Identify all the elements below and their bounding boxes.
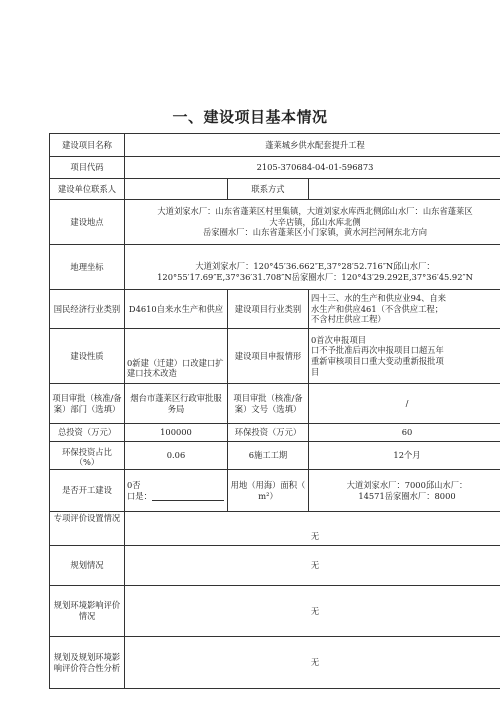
project-industry-line: 水生产和供应461（不含供应工程； — [311, 303, 443, 314]
planning-eia-compliance-label-line: 规划及规划环境影 — [53, 651, 121, 662]
approval-dept-label-line: 项目审批（核准/备 — [52, 392, 122, 403]
contact-value — [125, 179, 228, 200]
table-row — [50, 200, 500, 245]
location-line: 岳家圈水厂：山东省蓬莱区小门家镇，黄水河拦河闸东北方向 — [202, 227, 428, 238]
approval-doc-label — [228, 384, 309, 424]
planning-eia-label — [50, 586, 125, 637]
filing-type-value — [309, 329, 500, 384]
nature-line: 0新建（迁建）口改建口扩 — [127, 357, 224, 368]
table-row — [50, 470, 500, 512]
env-investment-value: 60 — [309, 424, 500, 442]
filing-type-line: 重新审核项目口重大变动重新报批项 — [311, 356, 444, 366]
project-industry-label: 建设项目行业类别 — [228, 290, 309, 329]
industry-value: D4610自来水生产和供应 — [125, 290, 228, 329]
started-yes: 口是： — [127, 490, 152, 501]
special-eval-value: 无 — [125, 512, 500, 546]
table-row — [50, 442, 500, 470]
land-area-line: 14571岳家圈水厂：8000 — [358, 490, 456, 501]
filing-type-line: 目 — [311, 366, 320, 377]
filing-type-line: 0首次申报项目 — [311, 334, 367, 345]
table-row — [50, 546, 500, 586]
industry-label: 国民经济行业类别 — [50, 290, 125, 329]
table-row — [50, 384, 500, 424]
env-investment-label: 环保投资（万元） — [228, 424, 309, 442]
construction-period-value: 12个月 — [309, 442, 500, 470]
planning-eia-label-line: 规划环境影响评价 — [53, 600, 121, 611]
contact-method-value — [309, 179, 500, 200]
planning-eia-label-line: 情况 — [78, 611, 96, 621]
planning-eia-value: 无 — [125, 586, 500, 637]
total-investment-value: 100000 — [125, 424, 228, 442]
started-value — [125, 470, 228, 512]
filing-type-label: 建设项目申报情形 — [228, 329, 309, 384]
table-row — [50, 329, 500, 384]
planning-label: 规划情况 — [50, 546, 125, 586]
approval-dept-label-line: 案）部门（选填） — [53, 403, 121, 414]
location-line: 大道刘家水厂：山东省蓬莱区村里集镇，大道刘家水库西北侧邱山水厂：山东省蓬莱区 — [157, 206, 473, 217]
table-row — [50, 586, 500, 637]
table-row — [50, 179, 500, 200]
construction-period-label: 6施工工期 — [228, 442, 309, 470]
table-row — [50, 424, 500, 442]
planning-eia-compliance-label-line: 响评价符合性分析 — [53, 662, 121, 673]
contact-method-label: 联系方式 — [228, 179, 309, 200]
nature-line: 建口技术改造 — [127, 368, 177, 379]
env-ratio-value: 0.06 — [125, 442, 228, 470]
approval-dept-line: 烟台市蓬莱区行政审批服 — [130, 392, 222, 403]
location-line: 大辛店镇，邱山水库北侧 — [269, 216, 361, 227]
coords-line: 120°55′17.69″E,37°36′31.708″N岳家圈水厂：120°43′29.292E,37°36′45.92″N — [157, 271, 473, 282]
project-industry-value — [309, 290, 500, 329]
approval-dept-value — [125, 384, 228, 424]
coords-label: 地理坐标 — [50, 245, 125, 290]
table-row — [50, 157, 500, 179]
filing-type-line: 口不予批准后再次申报项目口超五年 — [311, 345, 444, 356]
approval-doc-label-line: 项目审批（核准/备 — [233, 392, 303, 403]
project-industry-line: 四十三、水的生产和供应业94、自来 — [311, 293, 447, 304]
contact-label: 建设单位联系人 — [50, 179, 125, 200]
project-name-value: 蓬莱城乡供水配套提升工程 — [125, 134, 500, 157]
coords-value — [125, 245, 500, 290]
nature-label: 建设性质 — [50, 329, 125, 384]
started-yes-blank — [152, 492, 224, 501]
approval-doc-value: / — [309, 384, 500, 424]
approval-dept-label — [50, 384, 125, 424]
table-row — [50, 512, 500, 546]
location-value — [125, 200, 500, 245]
land-area-label — [228, 470, 309, 512]
coords-line: 大道刘家水厂：120°45′36.662″E,37°28′52.716″N邱山水厂： — [195, 260, 435, 271]
planning-eia-compliance-label — [50, 637, 125, 689]
land-area-value — [309, 470, 500, 512]
project-name-label: 建设项目名称 — [50, 134, 125, 157]
started-label: 是否开工建设 — [50, 470, 125, 512]
project-info-table — [49, 133, 500, 689]
table-row — [50, 290, 500, 329]
project-industry-line: 不含村庄供应工程） — [311, 314, 386, 325]
table-row — [50, 637, 500, 689]
planning-eia-compliance-value: 无 — [125, 637, 500, 689]
special-eval-label: 专项评价设置情况 — [50, 512, 125, 546]
env-ratio-label: 环保投资占比（%） — [50, 442, 125, 470]
nature-value — [125, 329, 228, 384]
total-investment-label: 总投资（万元） — [50, 424, 125, 442]
project-code-label: 项目代码 — [50, 157, 125, 179]
project-code-value: 2105-370684-04-01-596873 — [125, 157, 500, 179]
approval-dept-line: 务局 — [167, 403, 185, 414]
approval-doc-label-line: 案）文号（选填） — [234, 403, 302, 414]
land-area-label-line: m²） — [258, 490, 278, 501]
page-title: 一、建设项目基本情况 — [172, 108, 328, 126]
table-row — [50, 134, 500, 157]
location-label: 建设地点 — [50, 200, 125, 245]
land-area-label-line: 用地（用海）面积（ — [230, 479, 306, 490]
land-area-line: 大道刘家水厂：7000邱山水厂： — [346, 479, 468, 490]
planning-value: 无 — [125, 546, 500, 586]
table-row — [50, 245, 500, 290]
started-no: 0否 — [127, 479, 141, 490]
